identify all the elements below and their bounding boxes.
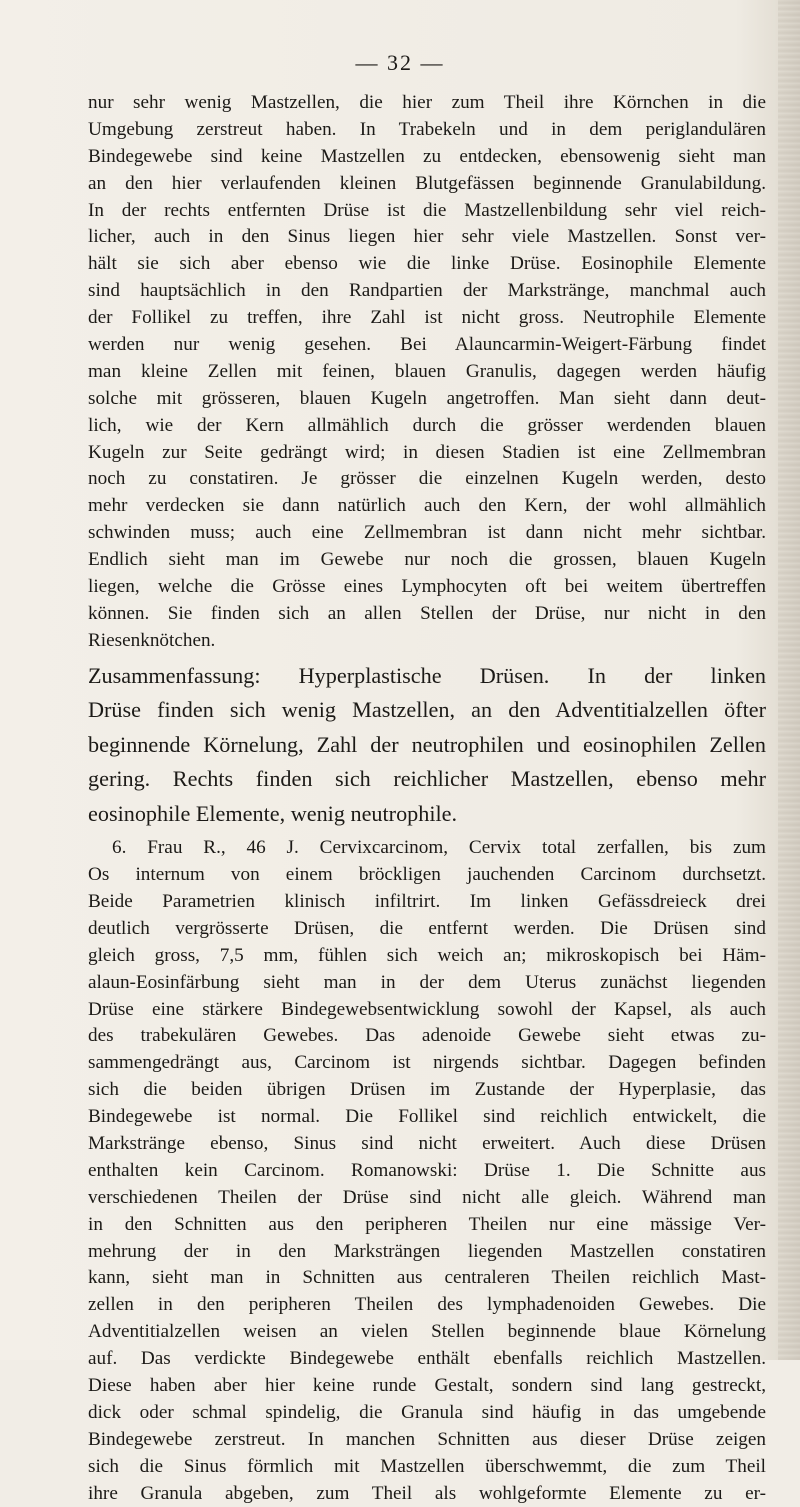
text-line: noch zu constatiren. Je grösser die einzelnen Kugeln werden, desto	[88, 468, 766, 490]
text-line: Diese haben aber hier keine runde Gestalt, sondern sind lang gestreckt,	[88, 1375, 766, 1397]
text-line: man kleine Zellen mit feinen, blauen Granulis, dagegen werden häufig	[88, 360, 766, 382]
text-line: alaun-Eosinfärbung sieht man in der dem Uterus zunächst liegenden	[88, 971, 766, 993]
text-line: mehr verdecken sie dann natürlich auch den Kern, der wohl allmählich	[88, 495, 766, 517]
body-text	[88, 90, 766, 1507]
text-line: Bindegewebe zerstreut. In manchen Schnitten aus dieser Drüse zeigen	[88, 1428, 766, 1450]
text-line: verschiedenen Theilen der Drüse sind nicht alle gleich. Während man	[88, 1186, 766, 1208]
text-line: zellen in den peripheren Theilen des lymphadenoiden Gewebes. Die	[88, 1294, 766, 1316]
text-line: der Follikel zu treffen, ihre Zahl ist nicht gross. Neutrophile Elemente	[88, 307, 766, 329]
text-line: Riesenknötchen.	[88, 629, 216, 651]
text-line: Markstränge ebenso, Sinus sind nicht erweitert. Auch diese Drüsen	[88, 1133, 766, 1154]
text-line: dick oder schmal spindelig, die Granula sind häufig in das umgebende	[88, 1401, 766, 1423]
summary-line: eosinophile Elemente, wenig neutrophile.	[88, 800, 458, 826]
summary-line: Zusammenfassung: Hyperplastische Drüsen. In der linken	[88, 662, 766, 688]
text-line: Bindegewebe ist normal. Die Follikel sind reichlich entwickelt, die	[88, 1106, 766, 1128]
text-line: in den Schnitten aus den peripheren Theilen nur eine mässige Ver-	[88, 1213, 766, 1235]
text-line: In der rechts entfernten Drüse ist die Mastzellenbildung sehr viel reich-	[88, 199, 766, 221]
summary-line: beginnende Körnelung, Zahl der neutrophilen und eosinophilen Zellen	[88, 731, 766, 757]
text-line: schwinden muss; auch eine Zellmembran ist dann nicht mehr sichtbar.	[88, 522, 766, 544]
paragraph-summary	[88, 659, 766, 832]
text-line: des trabekulären Gewebes. Das adenoide Gewebe sieht etwas zu-	[88, 1025, 766, 1047]
text-line: lich, wie der Kern allmählich durch die grösser werdenden blauen	[88, 414, 766, 436]
summary-line: Drüse finden sich wenig Mastzellen, an den Adventitialzellen öfter	[88, 697, 766, 723]
text-line: auf. Das verdickte Bindegewebe enthält ebenfalls reichlich Mastzellen.	[88, 1348, 766, 1370]
text-line: Beide Parametrien klinisch infiltrirt. Im linken Gefässdreieck drei	[88, 890, 766, 912]
paragraph-case-6	[88, 835, 766, 1507]
text-line: Os internum von einem bröckligen jauchenden Carcinom durchsetzt.	[88, 864, 766, 886]
text-line: sich die beiden übrigen Drüsen im Zustande der Hyperplasie, das	[88, 1079, 766, 1101]
text-line: nur sehr wenig Mastzellen, die hier zum Theil ihre Körnchen in die	[88, 92, 766, 113]
page-number: — 32 —	[355, 50, 445, 75]
text-line: hält sie sich aber ebenso wie die linke Drüse. Eosinophile Elemente	[88, 253, 766, 275]
paragraph-observations	[88, 90, 766, 655]
text-line: licher, auch in den Sinus liegen hier sehr viele Mastzellen. Sonst ver-	[88, 226, 766, 248]
text-line: an den hier verlaufenden kleinen Blutgefässen beginnende Granulabildung.	[88, 172, 766, 194]
text-line: mehrung der in den Marksträngen liegenden Mastzellen constatiren	[88, 1240, 766, 1262]
text-line: enthalten kein Carcinom. Romanowski: Drüse 1. Die Schnitte aus	[88, 1159, 766, 1181]
text-line: Drüse eine stärkere Bindegewebsentwicklung sowohl der Kapsel, als auch	[88, 998, 766, 1020]
text-line: solche mit grösseren, blauen Kugeln angetroffen. Man sieht dann deut-	[88, 387, 766, 409]
text-line: ihre Granula abgeben, zum Theil als wohlgeformte Elemente zu er-	[88, 1482, 766, 1504]
text-line: liegen, welche die Grösse eines Lymphocyten oft bei weitem übertreffen	[88, 576, 766, 598]
page-edge-shadow	[778, 0, 800, 1360]
text-line: kann, sieht man in Schnitten aus centraleren Theilen reichlich Mast-	[88, 1267, 766, 1289]
text-line: Bindegewebe sind keine Mastzellen zu entdecken, ebensowenig sieht man	[88, 145, 766, 167]
text-line: gleich gross, 7,5 mm, fühlen sich weich an; mikroskopisch bei Häm-	[88, 944, 766, 966]
text-line: 6. Frau R., 46 J. Cervixcarcinom, Cervix total zerfallen, bis zum	[112, 837, 766, 859]
text-line: sich die Sinus förmlich mit Mastzellen überschwemmt, die zum Theil	[88, 1455, 766, 1477]
text-line: Umgebung zerstreut haben. In Trabekeln und in dem periglandulären	[88, 118, 766, 140]
summary-line: gering. Rechts finden sich reichlicher Mastzellen, ebenso mehr	[88, 766, 766, 792]
text-line: können. Sie finden sich an allen Stellen der Drüse, nur nicht in den	[88, 602, 766, 624]
text-line: sind hauptsächlich in den Randpartien der Markstränge, manchmal auch	[88, 280, 766, 302]
text-line: deutlich vergrösserte Drüsen, die entfernt werden. Die Drüsen sind	[88, 917, 766, 939]
text-line: Kugeln zur Seite gedrängt wird; in diesen Stadien ist eine Zellmembran	[88, 441, 766, 463]
text-line: werden nur wenig gesehen. Bei Alauncarmin-Weigert-Färbung findet	[88, 334, 766, 356]
text-line: Adventitialzellen weisen an vielen Stellen beginnende blaue Körnelung	[88, 1321, 766, 1343]
text-line: Endlich sieht man im Gewebe nur noch die grossen, blauen Kugeln	[88, 549, 766, 571]
text-line: sammengedrängt aus, Carcinom ist nirgends sichtbar. Dagegen befinden	[88, 1052, 766, 1074]
